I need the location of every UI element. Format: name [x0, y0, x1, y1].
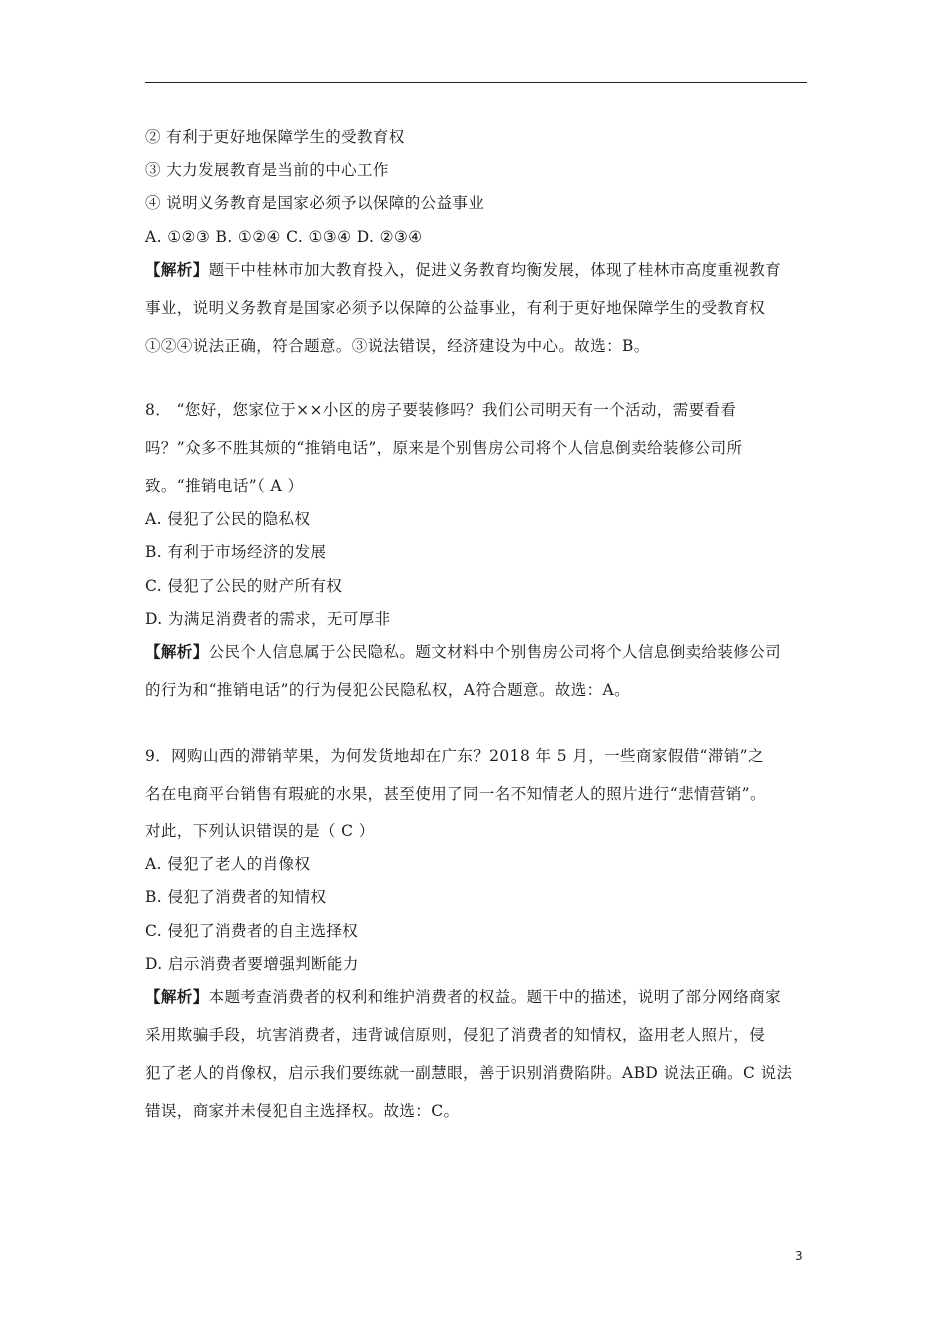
q7-option-3: ③ 大力发展教育是当前的中心工作 — [145, 161, 389, 179]
q9-analysis-line-1 — [145, 987, 781, 1007]
q9-analysis-line-3: 犯了老人的肖像权，启示我们要练就一副慧眼，善于识别消费陷阱。ABD 说法正确。C 说法 — [145, 1064, 793, 1082]
q7-analysis-line-3: ①②④说法正确，符合题意。③说法错误，经济建设为中心。故选：B。 — [145, 337, 650, 355]
q7-choices: A. ①②③ B. ①②④ C. ①③④ D. ②③④ — [145, 228, 423, 246]
page-number: 3 — [795, 1249, 803, 1263]
q8-analysis-line-1 — [145, 642, 781, 662]
q9-option-a: A. 侵犯了老人的肖像权 — [145, 855, 311, 873]
q9-option-b: B. 侵犯了消费者的知情权 — [145, 888, 327, 906]
q9-option-d: D. 启示消费者要增强判断能力 — [145, 955, 359, 973]
q9-stem-line-1: 9．网购山西的滞销苹果，为何发货地却在广东？2018 年 5 月，一些商家假借“滞销”之 — [145, 747, 764, 765]
q7-option-4: ④ 说明义务教育是国家必须予以保障的公益事业 — [145, 194, 485, 212]
analysis-text: 本题考查消费者的权利和维护消费者的权益。题干中的描述，说明了部分网络商家 — [208, 988, 782, 1006]
q9-stem-line-3: 对此，下列认识错误的是（ C ） — [145, 822, 375, 840]
q9-stem-line-2: 名在电商平台销售有瑕疵的水果，甚至使用了同一名不知情老人的照片进行“悲情营销”。 — [145, 785, 766, 803]
q8-option-c: C. 侵犯了公民的财产所有权 — [145, 577, 343, 595]
q9-option-c: C. 侵犯了消费者的自主选择权 — [145, 922, 359, 940]
q9-analysis-line-2: 采用欺骗手段，坑害消费者，违背诚信原则，侵犯了消费者的知情权，盗用老人照片，侵 — [145, 1026, 766, 1044]
q8-analysis-line-2: 的行为和“推销电话”的行为侵犯公民隐私权，A符合题意。故选：A。 — [145, 681, 631, 699]
q8-stem-line-3: 致。“推销电话”（ A ） — [145, 477, 304, 495]
analysis-text: 题干中桂林市加大教育投入，促进义务教育均衡发展，体现了桂林市高度重视教育 — [208, 261, 782, 279]
q7-analysis-line-2: 事业，说明义务教育是国家必须予以保障的公益事业，有利于更好地保障学生的受教育权 — [145, 299, 766, 317]
q8-option-d: D. 为满足消费者的需求，无可厚非 — [145, 610, 391, 628]
q8-option-a: A. 侵犯了公民的隐私权 — [145, 510, 311, 528]
q8-option-b: B. 有利于市场经济的发展 — [145, 543, 327, 561]
q8-stem-line-1: 8． “您好，您家位于××小区的房子要装修吗？我们公司明天有一个活动，需要看看 — [145, 401, 737, 419]
analysis-tag: 【解析】 — [145, 987, 209, 1006]
q8-stem-line-2: 吗？”众多不胜其烦的“推销电话”，原来是个别售房公司将个人信息倒卖给装修公司所 — [145, 439, 743, 457]
header-rule — [145, 82, 807, 83]
q9-analysis-line-4: 错误，商家并未侵犯自主选择权。故选：C。 — [145, 1102, 460, 1120]
analysis-tag: 【解析】 — [145, 260, 209, 279]
analysis-tag: 【解析】 — [145, 642, 209, 661]
analysis-text: 公民个人信息属于公民隐私。题文材料中个别售房公司将个人信息倒卖给装修公司 — [208, 643, 782, 661]
q7-analysis-line-1 — [145, 260, 781, 280]
q7-option-2: ② 有利于更好地保障学生的受教育权 — [145, 128, 405, 146]
